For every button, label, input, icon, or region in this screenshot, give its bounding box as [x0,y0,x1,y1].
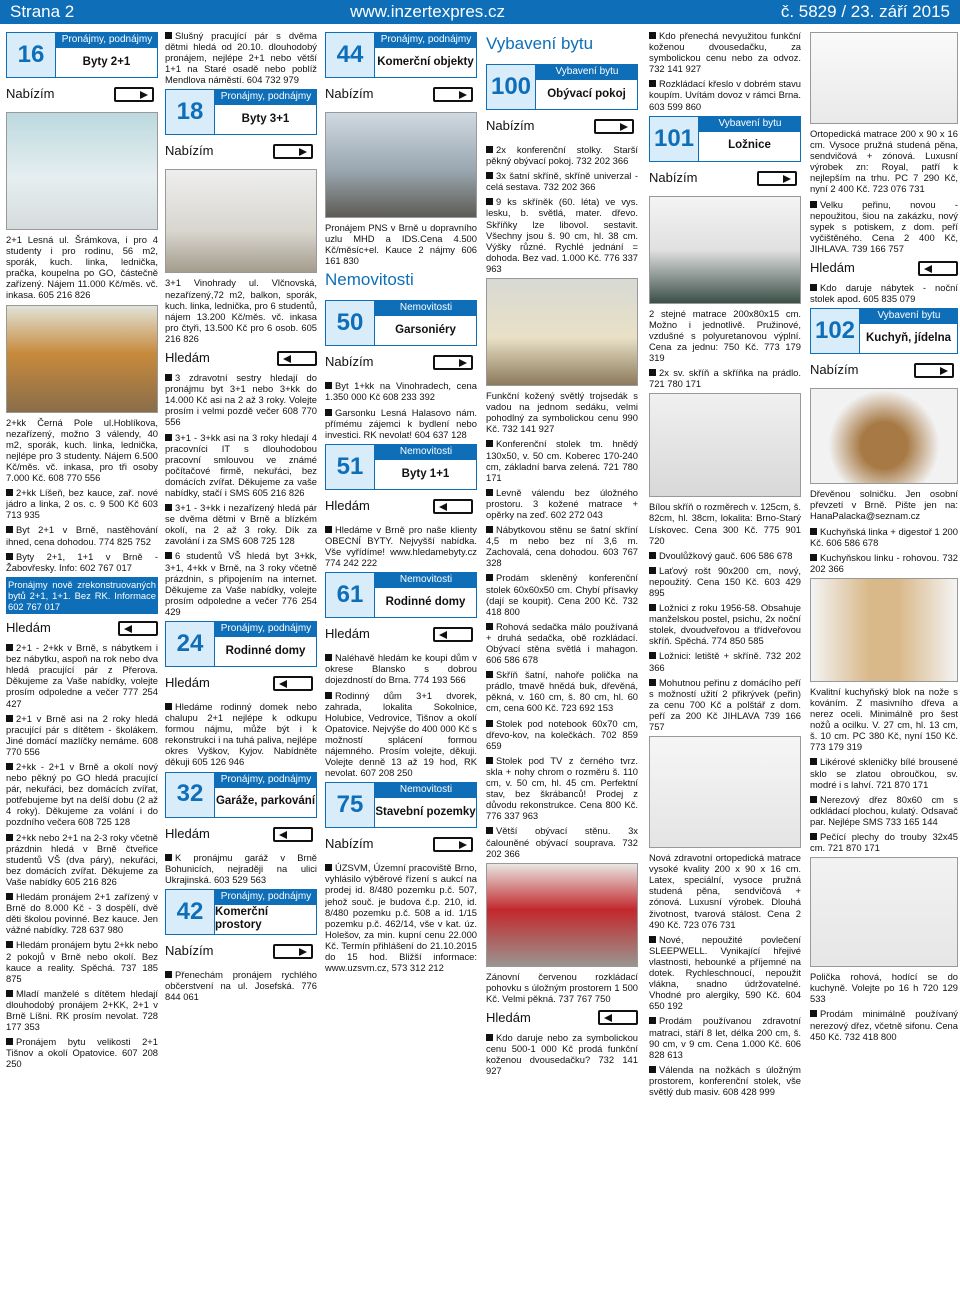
section-header-24 [165,621,317,695]
page-number: Strana 2 [10,1,75,21]
section-number: 16 [6,32,56,78]
ad-text: Byty 2+1, 1+1 v Brně - Žabovřesky. Info: 602 767 017 [6,550,158,573]
ad-text: Pečící plechy do trouby 32x45 cm. 721 870 171 [810,831,958,854]
knife-block-photo [810,578,958,682]
ad-text: 3x šatní skříně, skříně univerzal - celá sestava. 732 202 366 [486,170,638,193]
section-kind: Hledám [165,675,210,690]
ad-text: 2 stejné matrace 200x80x15 cm. Možno i jednotlivě. Pružinové, vzdušné s polyuretanovou výplní. Cena za jednu: 750 Kč. 773 179 319 [649,307,801,364]
ad-text: Mohutnou peřinu z domácího peří s možností užití 2 přikrývek (peřin) za cenu 700 Kč a polštář z dom. peří za 200 Kč JIHLAVA 739 166 757 [649,676,801,732]
ad-text: Kdo daruje nábytek - noční stolek apod. 605 835 079 [810,282,958,305]
page-header [0,0,960,24]
ad-text: Ortopedická matrace 200 x 90 x 16 cm. Vysoce pružná studená pěna, sendvičová + zónová. Luxusní výrobek zn: Royal, patří k nejlepším na trhu. PC 7 290 Kč, nyní 2 400 Kč. 723 076 731 [810,128,958,195]
ad-text: Bílou skříň o rozměrech v. 125cm, š. 82cm, hl. 38cm, lokalita: Brno-Starý Lískovec. Cena 300 Kč. 775 901 720 [649,501,801,546]
section-header-44 [325,32,477,106]
section-subcategory: Ložnice [699,131,801,162]
section-subcategory: Obývací pokoj [536,79,638,110]
arrow-left-icon [433,499,473,514]
column-5 [649,30,801,1314]
section-subcategory: Komerční prostory [215,904,317,935]
ad-text: Hledáme rodinný domek nebo chalupu 2+1 nejlépe k odkupu formou nájmu, může být i k rekonstrukci i na tuhá paliva, nejlépe okres Vyškov, Kyjov. Nabídněte děkuji 605 126 946 [165,701,317,768]
section-header-32 [165,772,317,846]
section-kind: Nabízím [165,143,214,159]
section-subcategory: Rodinné domy [215,636,317,667]
ad-text: Hledám pronájem bytu 2+kk nebo 2 pokojů v Brně nebo okolí. Bez kauce a reality. Spěchá. 737 185 875 [6,939,158,984]
section-title: Vybavení bytu [486,34,594,53]
section-kind: Hledám [325,626,370,642]
wanted-heading: Hledám [6,618,158,638]
ad-text: Stolek pod TV z černého tvrz. skla + nohy chrom o rozměru š. 110 cm, v. 50 cm, hl. 45 cm. Perfektní stav, bez škrábanců! Prodej z důvodu rekonstrukce. Cena 800 Kč. 776 337 963 [486,754,638,822]
ad-text: ÚZSVM, Územní pracoviště Brno, vyhlásilo výběrové řízení s aukcí na prodej id. 8/480 pozemku p.č. 507, jehož souč. je budova č.p. 210, id. 8/480 pozemku p.č. 508 a id. 1/15 pozemku p.č. 462/14, vše v kat. úz. Holešov, za min. kupní cenu 22.000 Kč. Termín přihlášení do 21.10.2015 do 15 hod. Bližší informace: www.uzsvm.cz, 573 312 212 [325,862,477,974]
section-title: Nemovitosti [325,270,414,290]
ad-text: Rohová sedačka málo používaná + druhá sedačka, obě rozkládací. Obývací stěna světlá i mahagon. 606 586 678 [486,620,638,666]
ad-text: 2x sv. skříň a skříňka na prádlo. 721 780 171 [649,367,801,390]
ad-text: Polička rohová, hodící se do kuchyně. Volejte po 16 h 720 129 533 [810,971,958,1005]
bed-photo [810,32,958,124]
ad-text: Pronájem bytu velikosti 2+1 Tišnov a okolí Opatovice. 607 208 250 [6,1036,158,1070]
ad-text: Funkční kožený světlý trojsedák s vadou na jednom sedáku, velmi pohodlný za symbolickou cenu 990 Kč. 732 141 927 [486,390,638,435]
section-category: Nemovitosti [375,572,477,587]
wanted-heading: Hledám [486,1008,638,1028]
ad-text: Nová zdravotní ortopedická matrace vysoké kvality 200 x 90 x 16 cm. Latex, speciální, vysoce pružná studená pěna, sendvičová + zónová. Luxusní výrobek. Dlouhá životnost, tvarová stálost. Cena 2 490 Kč. 723 076 731 [649,852,801,930]
section-subcategory: Stavební pozemky [375,797,477,828]
ad-text: Prodám používanou zdravotní matraci, stáří 8 let, délka 200 cm, š. 90 cm, v 9 cm. Cena 1.000 Kč. 606 828 613 [649,1015,801,1060]
section-kind: Nabízím [810,362,859,378]
red-sofa-photo [486,863,638,967]
section-kind: Hledám [325,497,370,513]
arrow-right-icon [433,837,473,852]
arrow-right-icon [433,355,473,370]
section-header-102 [810,308,958,382]
ad-text: Dvoulůžkový gauč. 606 586 678 [649,550,801,561]
ad-text: Ložnici: letiště + skříně. 732 202 366 [649,650,801,673]
highlight-ad: Pronájmy nově zrekonstruovaných bytů 2+1, 1+1. Bez RK. Informace 602 767 017 [6,577,158,614]
section-kind: Nabízím [325,354,374,370]
ad-text: Mladí manželé s dítětem hledají dlouhodobý pronájem 2+KK, 2+1 v Brně Líšni. RK prosím nevolat. 728 177 353 [6,987,158,1033]
arrow-right-icon [757,171,797,186]
ad-text: 2+kk Černá Pole ul.Hoblíkova, nezařízený, možno 3 válendy, 40 m2, sporák, kuch. linka, lednička, nejlépe pro 3 studenty. Nájem 6.500 Kč/měs. vč. inkasa, pro tři osoby 7.000 Kč. 608 770 556 [6,416,158,484]
section-kind: Nabízím [649,169,698,185]
ad-text: 2+1 v Brně asi na 2 roky hledá pracující pár s dítětem - školákem. Jiné domácí mazlíčky nemáme. 608 770 556 [6,712,158,757]
section-category: Nemovitosti [375,300,477,315]
ad-text: Rodinný dům 3+1 dvorek, zahrada, lokalita Sokolnice, Holubice, Vedrovice, Tišnov a okolí Opatovice. Nejvýše do 400 000 Kč s možností splácení formou nájemného. Prosím volejte, děkuji. Volejte denně 13 až 19 hod, RK nevolat. 607 208 250 [325,689,477,779]
ad-text: Dřevěnou solničku. Jen osobní převzetí v Brně. Pište jen na: HanaPalacka@seznam.cz [810,488,958,522]
ad-text: Kuchyňská linka + digestoř 1 200 Kč. 606 586 678 [810,525,958,548]
ad-text: 3+1 Vinohrady ul. Vlčnovská, nezařízený,72 m2, balkon, sporák, kuch. linka, lednička, pro 6 studentů, nájem 13.200 Kč/měs. vč. inkasa pro čtyři, 13.500 Kč pro 6 osob. 605 216 826 [165,277,317,344]
ad-text: Prodám minimálně používaný nerezový dřez, včetně sifonu. Cena 450 Kč. 732 418 800 [810,1008,958,1042]
section-number: 75 [325,782,375,828]
ad-text: Byt 1+kk na Vinohradech, cena 1.350 000 Kč 608 233 392 [325,380,477,403]
ad-text: Kvalitní kuchyňský blok na nože s kováním. Z masivního dřeva a nerez oceli. Minimálně pro šest nožů a ocilku. V. 27 cm, hl. 13 cm, š. 10 cm. PC 380 Kč, nyní 150 Kč. 773 179 319 [810,685,958,753]
ad-text: 2+1 - 2+kk v Brně, s nábytkem i bez nábytku, aspoň na rok nebo dva hledá pracující pár z Přerova. Děkujeme za Vaše nabídky, volejte prosím odpoledne a večer 777 254 427 [6,642,158,709]
arrow-right-icon [594,119,634,134]
section-number: 102 [810,308,860,354]
arrow-left-icon [918,261,958,276]
ad-text: Naléhavě hledám ke koupi dům v okrese Blansko s dobrou dojezdností do Brna. 774 193 566 [325,652,477,686]
ad-text: 2+kk nebo 2+1 na 2-3 roky včetně prázdnin hledá v Brně čtveřice studentů VŠ (dva páry), nekuřáci, bez domácích zvířat. Děkujeme za Vaše nabídky 605 216 826 [6,831,158,887]
ad-text: Slušný pracující pár s dvěma dětmi hledá od 20.10. dlouhodobý pronájem, nejlépe 2+1 nebo větší 1+1 na Staré osadě nebo poblíž Mendlova náměstí. 604 732 979 [165,30,317,86]
ad-text: 2+kk - 2+1 v Brně a okolí nový nebo pěkný po GO hledá pracující pár, nekuřáci, bez domácích zvířat, potřebujeme byt na delší dobu (2 až 4 roky). Děkujeme za volání i do pozdního večera 608 725 128 [6,761,158,828]
arrow-right-icon [273,144,313,159]
ad-text: Skříň šatní, nahoře polička na prádlo, tmavě hnědá buk, dřevěná, pěkná, v. 160 cm, š. 80 cm, hl. 60 cm, cena 600 Kč. 723 692 153 [486,669,638,714]
ad-text: Laťový rošt 90x200 cm, nový, nepoužitý. Cena 150 Kč. 603 429 895 [649,564,801,598]
section-number: 50 [325,300,375,346]
section-category: Vybavení bytu [699,116,801,131]
ad-text: Kdo přenechá nevyužitou funkční koženou dvousedačku, za symbolickou cenu nebo za odvoz. 732 141 927 [649,30,801,75]
section-kind: Hledám [165,825,210,841]
section-category: Nemovitosti [375,444,477,459]
section-category: Pronájmy, podnájmy [215,621,317,636]
section-subcategory: Byty 3+1 [215,104,317,135]
wanted-heading: Hledám [165,348,317,368]
section-category: Vybavení bytu [536,64,638,79]
arrow-left-icon [118,621,158,636]
section-subcategory: Byty 2+1 [56,47,158,78]
ad-text: Levně válendu bez úložného prostoru. 3 kožené matrace + opěrky na zeď. 602 272 043 [486,486,638,520]
kitchen-photo [6,305,158,413]
column-1 [6,30,158,1314]
section-header-50 [325,300,477,374]
section-number: 42 [165,889,215,935]
ad-text: 2+kk Líšeň, bez kauce, zař. nové jádro a linka, 2 os. c. 9 500 Kč 603 713 935 [6,487,158,521]
section-category: Pronájmy, podnájmy [215,889,317,904]
ad-text: Garsonku Lesná Halasovo nám. přímému zájemci k bydlení nebo investici. RK nevolat! 604 637 128 [325,406,477,440]
room-photo [165,169,317,273]
ad-text: Nábytkovou stěnu se šatní skříní 4,5 m nebo bez ní 3,6 m. Zachovalá, cena dohodou. 603 767 328 [486,524,638,569]
arrow-left-icon [433,627,473,642]
column-2 [165,30,317,1314]
ad-text: Větší obývací stěnu. 3x čalouněné obývací souprava. 732 202 366 [486,825,638,859]
kiosk-photo [325,112,477,218]
ad-text: 2+1 Lesná ul. Šrámkova, i pro 4 studenty i pro rodinu, 56 m2, sporák, kuch. linka, lednička, pračka, koupelna po GO, částečně zařízený. Nájem 11.000 Kč/měs. vč. inkasa. 605 216 826 [6,234,158,301]
section-header-101 [649,116,801,190]
ad-text: 3 zdravotní sestry hledají do pronájmu byt 3+1 nebo 3+kk do 14.000 Kč asi na 2 až 3 roky. Volejte prosím i velmi pozdě večer 608 770 556 [165,372,317,428]
ad-text: Prodám skleněný konferenční stolek 60x60x50 cm. Chybí přísavky (dají se koupit). Cena 200 Kč. 732 418 800 [486,572,638,617]
ad-text: Kuchyňskou linku - rohovou. 732 202 366 [810,551,958,574]
section-header-42 [165,889,317,963]
wanted-heading: Hledám [810,258,958,278]
section-subcategory: Byty 1+1 [375,459,477,490]
ad-text: 3+1 - 3+kk i nezařízený hledá pár se dvěma dětmi v Brně a blízkém okolí, na 2 až 3 roky. Dík za zavolání i za SMS 608 725 128 [165,502,317,547]
section-number: 51 [325,444,375,490]
section-kind: Nabízím [165,942,214,958]
ad-text: K pronájmu garáž v Brně Bohunicích, nejraději na ulici Ukrajinská. 603 529 563 [165,851,317,885]
ad-text: Rozkládací křeslo v dobrém stavu koupím. Uvítám dovoz v rámci Brna. 603 599 860 [649,78,801,112]
section-category: Pronájmy, podnájmy [215,772,317,787]
ad-text: Válenda na nožkách s úložným prostorem, konferenční stolek, vše světlý dub masiv. 608 428 999 [649,1063,801,1097]
wardrobe-photo [649,393,801,497]
section-number: 32 [165,772,215,818]
section-number: 101 [649,116,699,162]
section-category: Pronájmy, podnájmy [375,32,477,47]
sofa-photo [486,278,638,386]
section-kind: Nabízím [486,118,535,133]
section-header-61 [325,572,477,646]
section-number: 18 [165,89,215,135]
section-number: 24 [165,621,215,667]
ad-text: Hledám pronájem 2+1 zařízený v Brně do 8.000 Kč - 3 dospělí, dvě děti školou povinné. Bez kauce. Jen vážné nabídky. 728 637 980 [6,891,158,936]
ad-text: Byt 2+1 v Brně, nastěhování ihned, cena dohodou. 774 825 752 [6,524,158,547]
section-kind: Nabízím [325,86,374,101]
salt-shaker-photo [810,388,958,484]
ad-text: Stolek pod notebook 60x70 cm, dřevo-kov, na kolečkách. 702 859 659 [486,717,638,751]
ad-text: Pronájem PNS v Brně u dopravního uzlu MHD a IDS.Cena 4.500 Kč/měsíc+el. Kauce 2 nájmy 606 161 830 [325,222,477,267]
ad-text: 6 studentů VŠ hledá byt 3+kk, 3+1, 4+kk v Brně, na 3 roky včetně prázdnin, s připojením na internet. Děkujeme za Vaše nabídky, volejte prosím odpoledne a večer 776 254 429 [165,550,317,617]
section-header-18 [165,89,317,163]
section-header-51 [325,444,477,518]
arrow-left-icon [273,827,313,842]
ad-text: Konferenční stolek tm. hnědý 130x50, v. 50 cm. Koberec 170-240 cm, základní barva zelená. 721 780 171 [486,438,638,483]
section-category: Pronájmy, podnájmy [56,32,158,47]
section-subcategory: Rodinné domy [375,587,477,618]
section-subcategory: Komerční objekty [375,47,477,78]
ad-text: Ložnici z roku 1956-58. Obsahuje manželskou postel, psichu, 2x noční stolek, dvoudveřovou a třídveřovou skříň. Spěchá. 774 850 585 [649,602,801,647]
section-kind: Nabízím [6,86,55,101]
arrow-right-icon [914,363,954,378]
arrow-left-icon [273,676,313,691]
ad-text: 3+1 - 3+kk asi na 3 roky hledají 4 pracovníci IT s dlouhodobou pracovní smlouvou ve známé počítačové firmě, nekuřáci, bez domácích zvířat. Děkujeme za vaše nabídky, stačí i SMS 605 216 826 [165,431,317,498]
section-subcategory: Garáže, parkování [215,787,317,818]
ad-text: Přenechám pronájem rychlého občerstvení na ul. Josefská. 776 844 061 [165,968,317,1003]
ad-text: 9 ks skříněk (60. léta) ve vys. lesku, b. světlá, mater. dřevo. Skříňky lze libovol. sestavit. Všechny jsou š. 90 cm, hl. 38 cm. Výšky různé. Rychlé jednání = dohoda. Bez vad. 1.000 Kč. 776 337 963 [486,196,638,274]
ad-text: Kdo daruje nebo za symbolickou cenu 500-1 000 Kč prodá funkční koženou dvousedačku? 732 141 927 [486,1031,638,1077]
section-number: 100 [486,64,536,110]
ad-text: Velku peřinu, novou - nepoužitou, šiou na zakázku, nový sypek s potiskem, z dom. peří vyčištěného. Cena 2 400 Kč, JIHLAVA. 739 166 757 [810,198,958,254]
ad-text: Nerezový dřez 80x60 cm s odkládací plochou, kulatý. Odsavač par. Nejlépe SMS 733 165 144 [810,793,958,827]
corner-shelf-photo [810,857,958,967]
section-number: 61 [325,572,375,618]
ad-text: Nové, nepoužité povlečení SLEEPWELL. Vynikající hřejivé vlastnosti, hebounké a příjemné na dotek. Rychleschnoucí, nepoužit vlákna, snadno údržovatelné. Vhodné pro alergiky, 590 Kč. 604 650 192 [649,933,801,1012]
ad-text: 2x konferenční stolky. Starší pěkný obývací pokoj. 732 202 366 [486,144,638,167]
arrow-right-icon [114,87,154,102]
arrow-left-icon [277,351,317,366]
section-kind: Nabízím [325,836,374,852]
section-number: 44 [325,32,375,78]
ad-text: Hledáme v Brně pro naše klienty OBECNÍ BYTY. Nejvyšší nabídka. Vše vyřídíme! www.hledamebyty.cz 774 242 222 [325,523,477,569]
ad-text: Likérové skleničky bílé brousené sklo se zlatou obroučkou, sv. modré i s lahví. 721 870 171 [810,756,958,790]
section-subcategory: Garsoniéry [375,315,477,346]
section-header-75 [325,782,477,856]
site-url[interactable]: www.inzertexpres.cz [350,1,506,21]
arrow-right-icon [273,944,313,959]
section-header-100 [486,64,638,138]
section-header-16 [6,32,158,106]
column-6 [810,30,958,1314]
orthopedic-mattress-photo [649,736,801,848]
ad-text: Zánovní červenou rozkládací pohovku s úložným prostorem 1 500 Kč. Velmi pěkná. 737 767 750 [486,970,638,1004]
column-4 [486,30,638,1314]
section-subcategory: Kuchyň, jídelna [860,323,958,354]
issue-date: č. 5829 / 23. září 2015 [780,1,950,21]
section-category: Nemovitosti [375,782,477,797]
arrow-left-icon [598,1010,638,1025]
column-3 [325,30,477,1314]
bathroom-photo [6,112,158,230]
section-category: Pronájmy, podnájmy [215,89,317,104]
mattress-photo [649,196,801,304]
section-category: Vybavení bytu [860,308,958,323]
arrow-right-icon [433,87,473,102]
